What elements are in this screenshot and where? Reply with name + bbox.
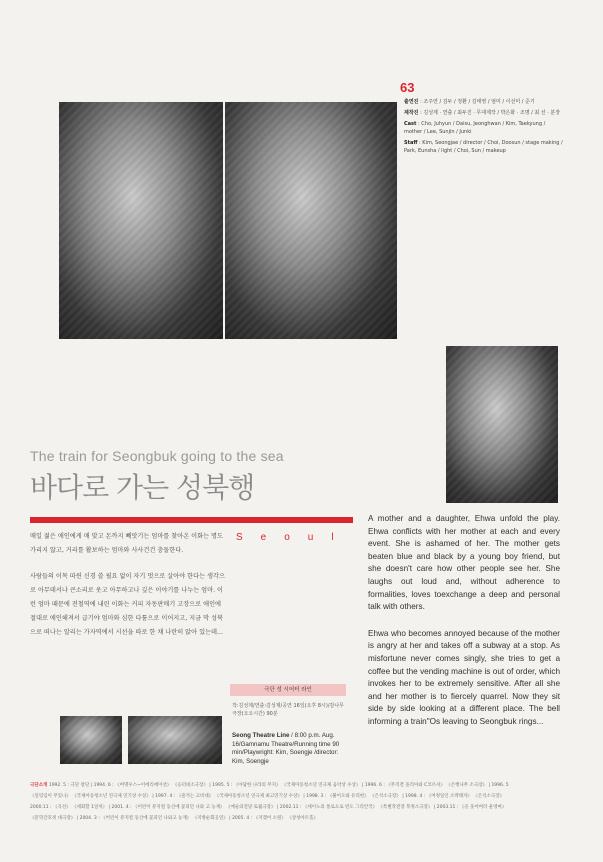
credits-block — [404, 98, 564, 158]
korean-paragraph: 사람들의 이목 따윈 신경 쓸 필요 없이 자기 멋으로 살아야 한다는 생각으로 아무데서나 큰소리로 웃고 아무하고나 깊은 이야기를 나누는 엄마. 이런 엄마 때문에 전철역에 내린 이화는 커피 자동판매기 고장으로 애인에 절대로 애인해져서 급기야 엄마와 심한 다툼으로 이어지고, 지금 막 성북으로 떠나는 알리는 가자역에서 시선을 따로 한 채 나란히 앉아 있는데... — [30, 573, 225, 636]
production-photo-man-closeup — [446, 346, 558, 503]
production-photo-mother-daughter-laughing — [59, 102, 223, 339]
korean-synopsis — [30, 530, 225, 652]
korean-paragraph: 매일 젊은 애인에게 매 맞고 돈까지 빼앗기는 엄마를 찾아온 이화는 명도 가리지 않고, 거리를 활보하는 엄마와 사사건건 충돌한다. — [30, 533, 224, 554]
title-korean: 바다로 가는 성북행 — [30, 471, 255, 504]
history-line: 《일렁임이 무있나》 《국제아동청소년 연극제 연기상 수상》 | 1997. 4 : 《즐겨는 고비대》 《국제아동청소년 연극제 최고연기상 수상》 | 1998. 3 : 《붉어오와 유리현》 《은석소극장》 | 1998. 4 : 《여정일인 소박태자》 《은석소극장》 — [30, 794, 505, 799]
page-number: 63 — [400, 80, 415, 95]
performance-info-english — [232, 732, 350, 766]
cast-en: Cho, Juhyun / Daisu, Jeonghwan / Kim, Taekyung / mother / Lee, Sunjin / Junki — [404, 121, 546, 135]
production-photo-small-right — [128, 716, 222, 764]
cast-ko-line: 출연진 : 조주연 / 김두 / 정환 / 김태영 / 엄미 / 이선미 / 준기 — [404, 99, 535, 105]
history-line — [30, 780, 573, 791]
company-name: Seong Theatre Line — [232, 732, 290, 739]
production-photo-embrace — [225, 102, 397, 339]
history-text: 1992. 5 : 극단 창단 | 1994. 6 : 《여명우스~이에리에이션》 《응터네소극장》 | 1995. 5 : 《아담한 나라의 무지》 《국제아동청소년 연극제 음악상 수상》 | 1996. 6 : 《무직결 올리아와 C코르셔》 《은행나무 소극장》 | 1996. 5 — [48, 783, 509, 788]
history-line: 2000.11 : 《곡선》 《세화할 1일처》 | 2001. 4 : 《어린이 뮤지컬 동산에 꽃피던 나와 고 농재》 《예술의전당 토월극장》 | 2002.11 : 《세이노의 통로으로 빈도 그리안국》 《특별작전장 복정소극장》 | 2003.11 : 《골 웃어버러 운영마》 — [30, 805, 507, 810]
cast-ko: 조주연 / 김두 / 정환 / 김태영 / 엄미 / 이선미 / 준기 — [423, 99, 535, 105]
city-label: Seoul — [236, 532, 352, 543]
staff-ko-label: 제작진 — [404, 110, 419, 116]
cast-ko-label: 출연진 — [404, 99, 419, 105]
staff-en-line: Staff : Kim, Seongjae / director / Choi, Doosun / stage making / Park, Eunsha / light / Choi, Sun / makeup — [404, 140, 563, 154]
staff-ko-line: 제작진 : 김성제 · 연출 / 최두진 · 무대제작 / 박은화 · 조명 / 최 선 · 분장 — [404, 110, 561, 116]
title-english: The train for Seongbuk going to the sea — [30, 448, 284, 464]
company-history — [30, 780, 573, 824]
staff-en: Kim, Seongjae / director / Choi, Doosun / stage making / Park, Eunsha / light / Choi, Sun / makeup — [404, 140, 563, 154]
cast-en-line: Cast : Cho, Juhyun / Daisu, Jeonghwan / Kim, Taekyung / mother / Lee, Sunjin / Junki — [404, 121, 546, 135]
staff-ko: 김성제 · 연출 / 최두진 · 무대제작 / 박은화 · 조명 / 최 선 · 분장 — [423, 110, 561, 116]
english-paragraph: Ehwa who becomes annoyed because of the mother is angry at her and takes off a subway at a stop. As misfortune never comes singly, she tries to get a coffee but the vending machine is out of order, which invokes her to be extremely sensitive. After all she and her mother is to fiercely quarrel. Now they sit side by side looking at a different place. The bell informing a train"Os leaving to Seongbuk rings... — [368, 628, 560, 726]
performance-details: / 8:00 p.m. Aug. 16/Gamnamu Theatre/Running time 90 min/Playwright: Kim, Soengje /director: Kim, Soengje — [232, 732, 340, 765]
history-label: 극단소개 — [30, 783, 48, 788]
cast-label: Cast — [404, 121, 417, 127]
history-line: 《문학간호정 대극장》 | 2004. 3 : 《어린이 뮤지컬 동산에 꽃피던 나와고 농재》 《지방순회공연》 | 2005. 4 : 《지겠어 소원》 《상성아트홀》 — [30, 816, 318, 821]
english-synopsis — [368, 513, 560, 743]
theatre-company-tag: 극단 성 시어터 라인 — [230, 684, 346, 696]
title-divider-bar — [30, 517, 353, 523]
production-photo-small-left — [60, 716, 122, 764]
english-paragraph: A mother and a daughter, Ehwa unfold the play. Ehwa conflicts with her mother at each and every event. She is ashamed of her. The mother gets beaten blue and black by a young boy friend, but she doesn't care how other people see her. She laughs out loud and, without adherence to formalities, loves toexchange a deep and personal talk with others. — [368, 514, 560, 612]
staff-label: Staff — [404, 140, 418, 146]
performance-info-korean: 작:김성제/연출:김성제/공연 16일(오후 8시)/감나무 극장(오오시간) 90분 — [232, 703, 344, 717]
